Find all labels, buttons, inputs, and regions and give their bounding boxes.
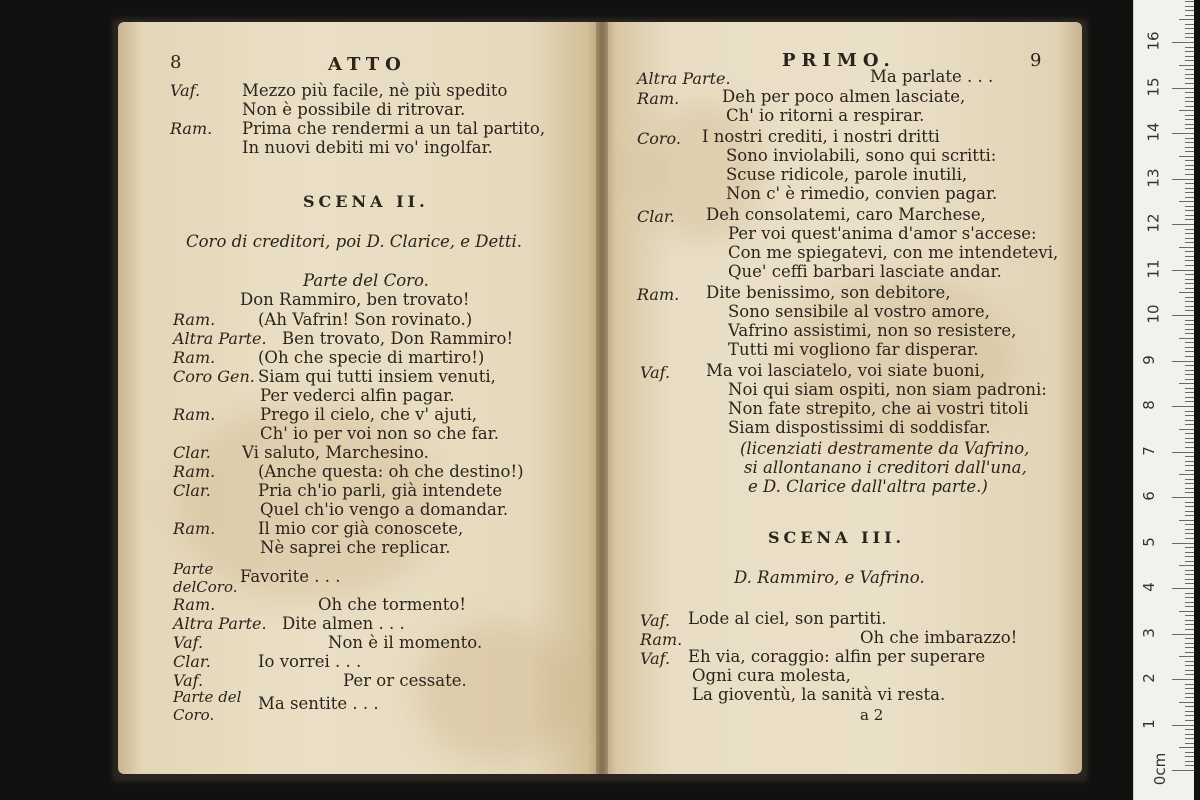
stage-direction: si allontanano i creditori dall'una, [744, 458, 1027, 477]
speaker-label: Vaf. [640, 649, 671, 668]
ruler-tick [1185, 147, 1194, 148]
ruler-tick [1185, 251, 1194, 252]
ruler-tick [1185, 106, 1194, 107]
chorus-part: Parte del Coro. [303, 271, 429, 290]
ruler-tick [1179, 65, 1194, 66]
ruler-tick [1185, 92, 1194, 93]
ruler-tick [1185, 115, 1194, 116]
stage-direction: (licenziati destramente da Vafrino, [740, 439, 1030, 458]
ruler-tick [1185, 265, 1194, 266]
ruler-tick [1185, 579, 1194, 580]
ruler-tick [1185, 238, 1194, 239]
ruler-tick [1185, 260, 1194, 261]
ruler-tick [1185, 297, 1194, 298]
ruler-tick [1185, 24, 1194, 25]
ruler-tick [1185, 74, 1194, 75]
ruler-tick [1185, 583, 1194, 584]
ruler-tick [1185, 169, 1194, 170]
ruler-tick [1185, 97, 1194, 98]
signature-mark: a 2 [860, 706, 884, 724]
ruler-tick [1185, 661, 1194, 662]
ruler-tick [1185, 665, 1194, 666]
ruler-tick [1185, 538, 1194, 539]
verse-line: Non fate strepito, che ai vostri titoli [728, 399, 1029, 418]
right-page [602, 22, 1082, 774]
measuring-ruler [1133, 0, 1194, 800]
ruler-tick [1185, 593, 1194, 594]
ruler-tick [1185, 734, 1194, 735]
ruler-tick [1185, 533, 1194, 534]
ruler-tick [1172, 315, 1194, 316]
ruler-tick [1185, 119, 1194, 120]
ruler-tick [1185, 1, 1194, 2]
ruler-tick [1172, 497, 1194, 498]
ruler-label: 11 [1144, 258, 1163, 279]
verse-line: (Anche questa: oh che destino!) [258, 462, 524, 481]
ruler-tick [1185, 729, 1194, 730]
ruler-tick [1185, 69, 1194, 70]
ruler-label: 15 [1144, 76, 1163, 97]
ruler-tick [1185, 347, 1194, 348]
page-number: 9 [1030, 50, 1042, 71]
verse-line: Ma parlate . . . [870, 67, 994, 86]
ruler-tick [1185, 60, 1194, 61]
ruler-tick [1179, 110, 1194, 111]
verse-line: Sono sensibile al vostro amore, [728, 302, 990, 321]
ruler-tick [1185, 329, 1194, 330]
ruler-tick [1179, 747, 1194, 748]
verse-line: Per vederci alfin pagar. [260, 386, 455, 405]
ruler-tick [1185, 415, 1194, 416]
verse-line: Io vorrei . . . [258, 652, 362, 671]
ruler-tick [1185, 652, 1194, 653]
scene-title: SCENA II. [303, 192, 429, 211]
ruler-tick [1185, 765, 1194, 766]
ruler-tick [1185, 78, 1194, 79]
ruler-tick [1179, 474, 1194, 475]
speaker-label: Vaf. [640, 363, 671, 382]
speaker-label: Altra Parte. [173, 614, 267, 633]
ruler-tick [1185, 693, 1194, 694]
ruler-tick [1185, 574, 1194, 575]
ruler-tick [1185, 165, 1194, 166]
ruler-tick [1185, 738, 1194, 739]
speaker-label: Ram. [173, 519, 216, 538]
speaker-label: Ram. [173, 310, 216, 329]
ruler-tick [1179, 338, 1194, 339]
ruler-tick [1172, 42, 1194, 43]
speaker-label: Ram. [640, 630, 683, 649]
ruler-tick [1185, 15, 1194, 16]
verse-line: Deh consolatemi, caro Marchese, [706, 205, 986, 224]
ruler-tick [1185, 188, 1194, 189]
verse-line: Il mio cor già conoscete, [258, 519, 464, 538]
ruler-label: 13 [1144, 167, 1163, 188]
ruler-tick [1185, 597, 1194, 598]
speaker-label: Parte delCoro. [173, 560, 238, 596]
ruler-label: 7 [1139, 445, 1158, 456]
verse-line: Ch' io ritorni a respirar. [726, 106, 925, 125]
ruler-tick [1185, 197, 1194, 198]
speaker-label: Clar. [173, 652, 211, 671]
ruler-tick [1185, 37, 1194, 38]
ruler-tick [1172, 634, 1194, 635]
speaker-label: Clar. [637, 207, 675, 226]
ruler-tick [1172, 725, 1194, 726]
ruler-tick [1179, 611, 1194, 612]
ruler-label: 9 [1139, 354, 1158, 365]
verse-line: Deh per poco almen lasciate, [722, 87, 966, 106]
ruler-tick [1185, 306, 1194, 307]
verse-line: Oh che tormento! [318, 595, 466, 614]
verse-line: Ch' io per voi non so che far. [260, 424, 499, 443]
ruler-tick [1185, 83, 1194, 84]
ruler-tick [1179, 429, 1194, 430]
ruler-tick [1185, 547, 1194, 548]
ruler-tick [1185, 6, 1194, 7]
stage-direction: e D. Clarice dall'altra parte.) [748, 477, 988, 496]
ruler-tick [1185, 51, 1194, 52]
verse-line: In nuovi debiti mi vo' ingolfar. [242, 138, 493, 157]
ruler-tick [1172, 361, 1194, 362]
ruler-tick [1185, 342, 1194, 343]
ruler-tick [1172, 588, 1194, 589]
ruler-tick [1185, 333, 1194, 334]
verse-line: Ma voi lasciatelo, voi siate buoni, [706, 361, 986, 380]
ruler-tick [1179, 656, 1194, 657]
ruler-tick [1185, 279, 1194, 280]
ruler-tick [1185, 424, 1194, 425]
ruler-tick [1179, 156, 1194, 157]
ruler-tick [1185, 142, 1194, 143]
ruler-tick [1185, 638, 1194, 639]
ruler-tick [1185, 174, 1194, 175]
verse-line: Favorite . . . [240, 567, 341, 586]
verse-line: Sono inviolabili, sono qui scritti: [726, 146, 997, 165]
ruler-label: 5 [1139, 536, 1158, 547]
ruler-tick [1185, 643, 1194, 644]
ruler-tick [1185, 515, 1194, 516]
ruler-tick [1185, 288, 1194, 289]
ruler-tick [1185, 160, 1194, 161]
ruler-tick [1172, 679, 1194, 680]
ruler-tick [1179, 292, 1194, 293]
ruler-tick [1185, 401, 1194, 402]
speaker-label: Ram. [170, 119, 213, 138]
ruler-tick [1185, 256, 1194, 257]
verse-line: Non è il momento. [328, 633, 483, 652]
ruler-tick [1179, 247, 1194, 248]
ruler-tick [1185, 301, 1194, 302]
verse-line: Ben trovato, Don Rammiro! [282, 329, 514, 348]
ruler-tick [1185, 274, 1194, 275]
verse-line: Don Rammiro, ben trovato! [240, 290, 470, 309]
ruler-tick [1185, 128, 1194, 129]
ruler-label: 8 [1139, 400, 1158, 410]
ruler-tick [1185, 570, 1194, 571]
ruler-tick [1185, 397, 1194, 398]
speaker-label: Ram. [637, 89, 680, 108]
speaker-label: Ram. [173, 462, 216, 481]
running-head: ATTO [328, 54, 407, 75]
ruler-tick [1185, 720, 1194, 721]
ruler-tick [1185, 229, 1194, 230]
verse-line: Vafrino assistimi, non so resistere, [728, 321, 1017, 340]
ruler-tick [1185, 561, 1194, 562]
speaker-label: Ram. [173, 348, 216, 367]
ruler-tick [1185, 47, 1194, 48]
ruler-tick [1179, 19, 1194, 20]
ruler-tick [1185, 192, 1194, 193]
ruler-tick [1185, 688, 1194, 689]
ruler-tick [1185, 715, 1194, 716]
ruler-tick [1185, 470, 1194, 471]
ruler-tick [1185, 706, 1194, 707]
verse-line: Nè saprei che replicar. [260, 538, 451, 557]
ruler-tick [1185, 697, 1194, 698]
ruler-tick [1172, 543, 1194, 544]
running-head: PRIMO. [782, 50, 896, 71]
ruler-tick [1185, 320, 1194, 321]
page-number: 8 [170, 52, 182, 73]
scene-cast: D. Rammiro, e Vafrino. [734, 568, 925, 587]
ruler-tick [1185, 447, 1194, 448]
speaker-label: Altra Parte. [637, 69, 731, 88]
ruler-tick [1172, 270, 1194, 271]
verse-line: Mezzo più facile, nè più spedito [242, 81, 508, 100]
ruler-tick [1185, 511, 1194, 512]
ruler-tick [1185, 629, 1194, 630]
ruler-tick [1185, 606, 1194, 607]
ruler-tick [1185, 438, 1194, 439]
speaker-label: Clar. [173, 443, 211, 462]
ruler-label: 10 [1144, 304, 1163, 324]
speaker-label: Vaf. [173, 671, 204, 690]
verse-line: Ogni cura molesta, [692, 666, 851, 685]
ruler-tick [1172, 224, 1194, 225]
ruler-tick [1179, 565, 1194, 566]
ruler-tick [1185, 356, 1194, 357]
ruler-tick [1185, 670, 1194, 671]
ruler-tick [1172, 88, 1194, 89]
ruler-tick [1185, 324, 1194, 325]
ruler-tick [1185, 442, 1194, 443]
ruler-label: 6 [1139, 491, 1158, 501]
left-page [118, 22, 602, 774]
ruler-label: 0cm [1151, 752, 1170, 786]
ruler-tick [1185, 488, 1194, 489]
verse-line: Pria ch'io parli, già intendete [258, 481, 503, 500]
verse-line: Quel ch'io vengo a domandar. [260, 500, 509, 519]
ruler-tick [1185, 761, 1194, 762]
ruler-tick [1185, 219, 1194, 220]
verse-line: Scuse ridicole, parole inutili, [726, 165, 968, 184]
ruler-tick [1185, 684, 1194, 685]
ruler-label: 2 [1139, 673, 1158, 683]
ruler-tick [1185, 101, 1194, 102]
speaker-label: Vaf. [170, 81, 201, 100]
book-gutter [596, 22, 608, 774]
verse-line: (Oh che specie di martiro!) [258, 348, 485, 367]
ruler-tick [1185, 310, 1194, 311]
speaker-label: Ram. [173, 595, 216, 614]
speaker-label: Ram. [173, 405, 216, 424]
ruler-tick [1185, 602, 1194, 603]
ruler-label: 3 [1139, 627, 1158, 638]
ruler-tick [1185, 138, 1194, 139]
speaker-label: Clar. [173, 481, 211, 500]
speaker-label: Coro Gen. [173, 367, 255, 386]
speaker-label: Vaf. [640, 611, 671, 630]
ruler-tick [1185, 461, 1194, 462]
ruler-tick [1185, 556, 1194, 557]
verse-line: Prego il cielo, che v' ajuti, [260, 405, 477, 424]
ruler-label: 4 [1139, 582, 1158, 592]
ruler-tick [1185, 365, 1194, 366]
ruler-tick [1185, 374, 1194, 375]
ruler-tick [1185, 502, 1194, 503]
ruler-tick [1185, 524, 1194, 525]
ruler-tick [1185, 151, 1194, 152]
verse-line: Vi saluto, Marchesino. [242, 443, 429, 462]
verse-line: Prima che rendermi a un tal partito, [242, 119, 546, 138]
verse-line: Non è possibile di ritrovar. [242, 100, 466, 119]
ruler-label: 16 [1144, 31, 1163, 51]
ruler-tick [1172, 452, 1194, 453]
ruler-tick [1185, 433, 1194, 434]
ruler-tick [1185, 756, 1194, 757]
ruler-tick [1172, 133, 1194, 134]
ruler-tick [1185, 411, 1194, 412]
verse-line: Noi qui siam ospiti, non siam padroni: [728, 380, 1047, 399]
ruler-tick [1185, 743, 1194, 744]
ruler-tick [1172, 770, 1194, 771]
ruler-tick [1185, 624, 1194, 625]
ruler-tick [1185, 206, 1194, 207]
ruler-tick [1185, 620, 1194, 621]
verse-line: (Ah Vafrin! Son rovinato.) [258, 310, 473, 329]
ruler-tick [1185, 351, 1194, 352]
verse-line: Con me spiegatevi, con me intendetevi, [728, 243, 1059, 262]
verse-line: Per voi quest'anima d'amor s'accese: [728, 224, 1037, 243]
ruler-tick [1185, 479, 1194, 480]
ruler-tick [1185, 183, 1194, 184]
ruler-tick [1185, 379, 1194, 380]
ruler-tick [1185, 552, 1194, 553]
ruler-tick [1185, 28, 1194, 29]
ruler-tick [1185, 56, 1194, 57]
ruler-tick [1185, 283, 1194, 284]
verse-line: I nostri crediti, i nostri dritti [702, 127, 940, 146]
verse-line: Siam qui tutti insiem venuti, [258, 367, 496, 386]
ruler-tick [1185, 465, 1194, 466]
ruler-tick [1185, 10, 1194, 11]
ruler-label: 12 [1144, 213, 1163, 233]
ruler-tick [1185, 233, 1194, 234]
ruler-label: 14 [1144, 122, 1163, 142]
ruler-tick [1185, 711, 1194, 712]
ruler-tick [1185, 420, 1194, 421]
ruler-tick [1185, 33, 1194, 34]
ruler-tick [1185, 752, 1194, 753]
ruler-tick [1185, 674, 1194, 675]
ruler-tick [1185, 529, 1194, 530]
ruler-tick [1185, 392, 1194, 393]
ruler-tick [1172, 406, 1194, 407]
speaker-label: Ram. [637, 285, 680, 304]
ruler-tick [1185, 215, 1194, 216]
speaker-label: Altra Parte. [173, 329, 267, 348]
scene-title: SCENA III. [768, 528, 906, 547]
verse-line: Tutti mi vogliono far disperar. [728, 340, 979, 359]
scene-cast: Coro di creditori, poi D. Clarice, e Detti. [186, 232, 522, 251]
verse-line: La gioventù, la sanità vi resta. [692, 685, 946, 704]
verse-line: Non c' è rimedio, convien pagar. [726, 184, 998, 203]
verse-line: Eh via, coraggio: alfin per superare [688, 647, 986, 666]
ruler-tick [1185, 456, 1194, 457]
speaker-label: Parte del Coro. [173, 688, 242, 724]
verse-line: Ma sentite . . . [258, 694, 379, 713]
ruler-tick [1185, 210, 1194, 211]
verse-line: Per or cessate. [343, 671, 467, 690]
verse-line: Siam dispostissimi di soddisfar. [728, 418, 991, 437]
verse-line: Dite benissimo, son debitore, [706, 283, 951, 302]
verse-line: Lode al ciel, son partiti. [688, 609, 887, 628]
ruler-tick [1185, 483, 1194, 484]
ruler-tick [1185, 370, 1194, 371]
ruler-label: 1 [1139, 718, 1158, 729]
ruler-tick [1179, 520, 1194, 521]
ruler-tick [1185, 615, 1194, 616]
ruler-tick [1179, 702, 1194, 703]
ruler-tick [1185, 388, 1194, 389]
ruler-tick [1179, 201, 1194, 202]
verse-line: Que' ceffi barbari lasciate andar. [728, 262, 1002, 281]
speaker-label: Vaf. [173, 633, 204, 652]
ruler-tick [1185, 492, 1194, 493]
ruler-tick [1179, 383, 1194, 384]
ruler-tick [1185, 242, 1194, 243]
ruler-tick [1185, 124, 1194, 125]
ruler-tick [1185, 647, 1194, 648]
ruler-tick [1172, 179, 1194, 180]
speaker-label: Coro. [637, 129, 681, 148]
verse-line: Dite almen . . . [282, 614, 405, 633]
ruler-tick [1185, 506, 1194, 507]
verse-line: Oh che imbarazzo! [860, 628, 1018, 647]
